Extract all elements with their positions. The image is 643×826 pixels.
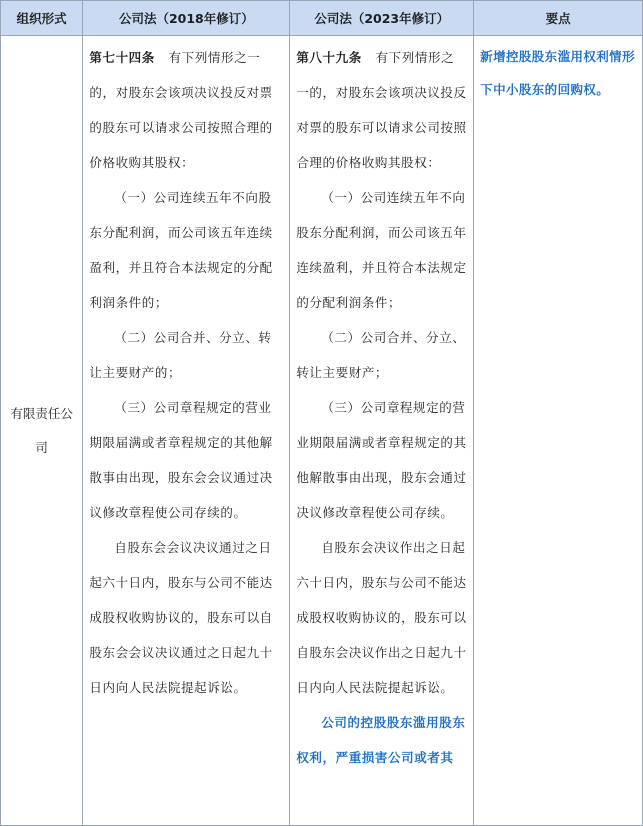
old-law-cell (83, 36, 290, 826)
form-cell: 有限责任公司 (1, 36, 83, 826)
key-point-text: 新增控股股东滥用权利情形下中小股东的回购权。 (480, 49, 635, 97)
new-law-intro (296, 40, 467, 180)
header-row (1, 1, 643, 36)
new-item-3: （三）公司章程规定的营业期限届满或者章程规定的其他解散事由出现，股东会通过决议修改章程使公司存续。 (296, 400, 467, 520)
old-article-number: 第七十四条 (89, 50, 155, 65)
new-item-1: （一）公司连续五年不向股东分配利润，而公司该五年连续盈利，并且符合本法规定的分配利润条件； (296, 190, 467, 310)
new-paragraph: 自股东会决议作出之日起六十日内，股东与公司不能达成股权收购协议的，股东可以自股东会决议作出之日起九十日内向人民法院提起诉讼。 (296, 540, 467, 695)
old-law-intro (89, 40, 283, 180)
new-article-number: 第八十九条 (296, 50, 362, 65)
header-form: 组织形式 (1, 1, 83, 36)
header-old-law: 公司法（2018年修订） (83, 1, 290, 36)
old-item-3: （三）公司章程规定的营业期限届满或者章程规定的其他解散事由出现，股东会会议通过决议修改章程使公司存续的。 (89, 400, 273, 520)
old-item-2: （二）公司合并、分立、转让主要财产的； (89, 330, 272, 380)
new-intro-text: 有下列情形之一的，对股东会该项决议投反对票的股东可以请求公司按照合理的价格收购其股权： (296, 50, 467, 170)
old-paragraph: 自股东会会议决议通过之日起六十日内，股东与公司不能达成股权收购协议的，股东可以自股东会会议决议通过之日起九十日内向人民法院提起诉讼。 (89, 540, 273, 695)
old-item-1: （一）公司连续五年不向股东分配利润，而公司该五年连续盈利，并且符合本法规定的分配利润条件的； (89, 190, 273, 310)
new-law-cell (290, 36, 474, 826)
table-row (1, 36, 643, 826)
header-key-points: 要点 (474, 1, 643, 36)
old-intro-text: 有下列情形之一的，对股东会该项决议投反对票的股东可以请求公司按照合理的价格收购其股权： (89, 50, 273, 170)
new-highlight-paragraph: 公司的控股股东滥用股东权利，严重损害公司或者其 (296, 715, 466, 765)
new-item-2: （二）公司合并、分立、转让主要财产； (296, 330, 466, 380)
header-new-law: 公司法（2023年修订） (290, 1, 474, 36)
key-points-cell (474, 36, 643, 826)
